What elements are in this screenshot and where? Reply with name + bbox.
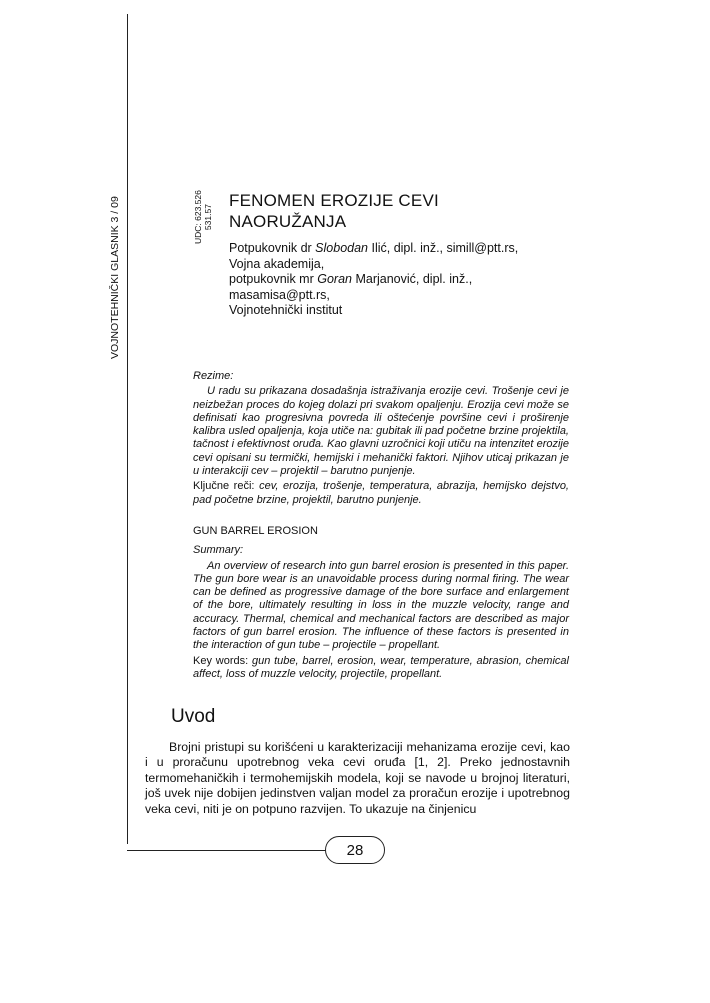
abstract-heading: Rezime: [193,370,234,382]
keywords-list: cev, erozija, trošenje, temperatura, abrazija, hemijsko dejstvo, pad početne brzine, projektil, barutno punjenje. [193,480,569,506]
author-1-first-name: Slobodan [315,241,368,255]
author-2 [229,272,574,303]
udc-code [193,190,213,244]
page-number: 28 [325,836,385,864]
section-paragraph: Brojni pristupi su korišćeni u karakterizaciji mehanizama erozije cevi, kao i u proračunu upotrebnog veka cevi oruđa [1, 2]. Preko jednostavnih termomehaničkih i termohemijskih modela, koji se navode u brojnoj literaturi, još uvek nije dobijen jedinstven valjan model za proračun erozije i upotrebnog veka cevi, niti je on potpuno razvijen. To ukazuje na činjenicu [145,740,570,816]
author-1-rank: Potpukovnik dr [229,241,316,255]
abstract-english [193,525,569,681]
keywords-english [193,655,569,682]
author-2-first-name: Goran [317,272,352,286]
author-2-rank: potpukovnik mr [229,272,318,286]
left-margin-rule [127,14,128,844]
summary-text: An overview of research into gun barrel erosion is presented in this paper. The gun bore wear is an unavoidable process during normal firing. The wear can be defined as progressive damage of the bore surface and enlargement of the bore, ultimately resulting in loss in the muzzle velocity, range and accuracy. Thermal, chemical and mechanical factors are described as major factors of gun barrel erosion. The influence of these factors is presented in the interaction of gun tube – projectile – propellant. [193,559,569,652]
udc-line-2: 531.57 [203,204,213,231]
author-1-affiliation: Vojna akademija, [229,256,325,271]
key-words-label: Key words: [193,654,249,667]
footer-rule [127,850,327,851]
author-2-details: Marjanović, dipl. inž., masamisa@ptt.rs, [229,272,473,302]
journal-running-title: VOJNOTEHNIČKI GLASNIK 3 / 09 [109,196,121,359]
section-heading: Uvod [171,706,216,727]
author-block [229,241,574,319]
abstract-serbian [193,370,569,507]
keywords-label: Ključne reči: [193,480,255,493]
author-1 [229,241,574,257]
author-1-details: Ilić, dipl. inž., simill@ptt.rs, [368,241,519,255]
key-words-list: gun tube, barrel, erosion, wear, temperature, abrasion, chemical affect, loss of muzzle velocity, projectile, propellant. [193,654,569,680]
section-body-text [145,740,570,817]
article-title-line-2: NAORUŽANJA [229,212,347,231]
abstract-text: U radu su prikazana dosadašnja istraživanja erozije cevi. Trošenje cevi je neizbežan proces do kojeg dolazi pri svakom opaljenju. Erozija cevi može se definisati kao progresivna povreda ili oštećenje površine cevi i proširenje kalibra usled opaljenja, koja utiče na: gubitak ili pad početne brzine projektila, tačnost i efektivnost oruđa. Kao glavni uzročnici koji utiču na intenzitet erozije cevi opisani su termički, hemijski i mehanički faktori. Njihov uticaj prikazan je u interakciji cev – projektil – barutno punjenje. [193,385,569,478]
article-title-line-1: FENOMEN EROZIJE CEVI [229,191,439,210]
author-2-affiliation: Vojnotehnički institut [229,303,343,317]
article-title [229,190,439,232]
udc-line-1: UDC: 623.526 [193,190,203,244]
english-title: GUN BARREL EROSION [193,525,318,537]
keywords-serbian [193,480,569,507]
summary-heading: Summary: [193,544,244,557]
